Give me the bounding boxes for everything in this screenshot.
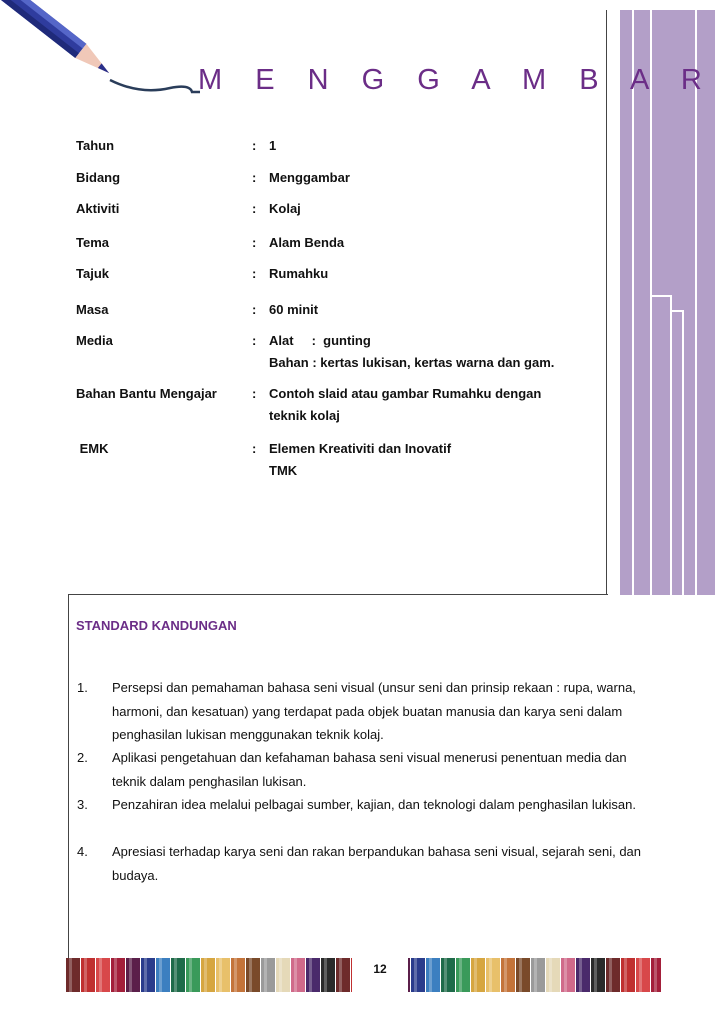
pencil-highlight bbox=[129, 958, 132, 992]
pencil-highlight bbox=[459, 958, 462, 992]
pencil-stripe bbox=[321, 958, 335, 992]
pencil-highlight bbox=[504, 958, 507, 992]
pencil-highlight bbox=[279, 958, 282, 992]
detail-value: 1 bbox=[269, 138, 277, 153]
pencil-stripe bbox=[231, 958, 245, 992]
pencil-highlight bbox=[474, 958, 477, 992]
detail-value: Alat : gunting bbox=[269, 333, 371, 348]
pencil-stripe bbox=[111, 958, 125, 992]
pencil-illustration bbox=[0, 0, 200, 100]
colon: : bbox=[252, 386, 257, 401]
pencil-stripe bbox=[186, 958, 200, 992]
pencil-highlight bbox=[219, 958, 222, 992]
pencil-highlight bbox=[654, 958, 657, 992]
frame-line bbox=[68, 594, 69, 964]
item-text: Aplikasi pengetahuan dan kefahaman bahasa seni visual menerusi penentuan media dan teknik dalam penghasilan lukisan. bbox=[112, 750, 627, 789]
pencil-highlight bbox=[144, 958, 147, 992]
detail-label: Bahan Bantu Mengajar bbox=[76, 386, 217, 401]
detail-value: Alam Benda bbox=[269, 235, 345, 250]
detail-label: Tema bbox=[76, 235, 109, 250]
pencil-stripe bbox=[456, 958, 470, 992]
detail-value: Contoh slaid atau gambar Rumahku dengan bbox=[269, 386, 542, 401]
detail-label: Tahun bbox=[76, 138, 115, 153]
item-number: 3. bbox=[77, 797, 88, 812]
pencil-highlight bbox=[309, 958, 312, 992]
detail-value: Kolaj bbox=[269, 201, 301, 216]
pencil-stripe bbox=[411, 958, 425, 992]
pencil-highlight bbox=[519, 958, 522, 992]
pencil-stripe bbox=[606, 958, 620, 992]
pencil-highlight bbox=[159, 958, 162, 992]
pencil-highlight bbox=[639, 958, 642, 992]
pencil-stripe bbox=[276, 958, 290, 992]
detail-label: Media bbox=[76, 333, 113, 348]
pencil-highlight bbox=[114, 958, 117, 992]
pencil-stripe bbox=[81, 958, 95, 992]
pencil-highlight bbox=[624, 958, 627, 992]
colon: : bbox=[252, 201, 257, 216]
pencil-highlight bbox=[564, 958, 567, 992]
section-heading: STANDARD KANDUNGAN bbox=[76, 618, 237, 633]
detail-value-line2: Bahan : kertas lukisan, kertas warna dan gam. bbox=[269, 355, 555, 370]
detail-value: Menggambar bbox=[269, 170, 350, 185]
pencil-stripe bbox=[336, 958, 350, 992]
pencil-stripe bbox=[306, 958, 320, 992]
pencil-highlight bbox=[234, 958, 237, 992]
pencil-stripe bbox=[561, 958, 575, 992]
detail-label: Tajuk bbox=[76, 266, 109, 281]
pencil-highlight bbox=[594, 958, 597, 992]
pencil-stripe bbox=[261, 958, 275, 992]
pencil-stripe bbox=[126, 958, 140, 992]
pencil-stripe bbox=[516, 958, 530, 992]
page-title: M E N G G A M B A R bbox=[198, 64, 715, 96]
pencil-highlight bbox=[609, 958, 612, 992]
pencil-stripe bbox=[426, 958, 440, 992]
pencil-stripe bbox=[96, 958, 110, 992]
item-text: Persepsi dan pemahaman bahasa seni visual (unsur seni dan prinsip rekaan : rupa, warna, harmoni, dan kesatuan) yang terdapat pada objek buatan manusia dan karya seni dalam penghasilan lukisan menggunakan teknik kolaj. bbox=[112, 680, 636, 742]
pencil-highlight bbox=[189, 958, 192, 992]
pencil-highlight bbox=[324, 958, 327, 992]
pencil-stripe bbox=[216, 958, 230, 992]
pencil-stripe bbox=[156, 958, 170, 992]
detail-value: Rumahku bbox=[269, 266, 329, 281]
item-number: 2. bbox=[77, 750, 88, 765]
frame-line bbox=[606, 10, 607, 594]
pencil-highlight bbox=[249, 958, 252, 992]
item-text: Apresiasi terhadap karya seni dan rakan berpandukan bahasa seni visual, sejarah seni, dan budaya. bbox=[112, 844, 642, 883]
pencil-highlight bbox=[534, 958, 537, 992]
pencil-stripe bbox=[141, 958, 155, 992]
pencil-stripe bbox=[441, 958, 455, 992]
detail-value-line2: teknik kolaj bbox=[269, 408, 340, 423]
item-number: 1. bbox=[77, 680, 88, 695]
pencil-highlight bbox=[339, 958, 342, 992]
pencil-highlight bbox=[579, 958, 582, 992]
pencil-stripe bbox=[501, 958, 515, 992]
pencil-stripe bbox=[636, 958, 650, 992]
detail-label: Aktiviti bbox=[76, 201, 120, 216]
pencil-stripe bbox=[486, 958, 500, 992]
pencil-stripe bbox=[171, 958, 185, 992]
detail-value-line2: TMK bbox=[269, 463, 298, 478]
pencil-highlight bbox=[174, 958, 177, 992]
pencil-stripe bbox=[531, 958, 545, 992]
pencil-highlight bbox=[429, 958, 432, 992]
colon: : bbox=[252, 266, 257, 281]
pencil-highlight bbox=[264, 958, 267, 992]
pencil-highlight bbox=[549, 958, 552, 992]
detail-label: Bidang bbox=[76, 170, 121, 185]
pencil-highlight bbox=[489, 958, 492, 992]
colon: : bbox=[252, 235, 257, 250]
colon: : bbox=[252, 441, 257, 456]
detail-value: 60 minit bbox=[269, 302, 319, 317]
colon: : bbox=[252, 138, 257, 153]
colon: : bbox=[252, 302, 257, 317]
pencil-highlight bbox=[414, 958, 417, 992]
pencil-stripe bbox=[546, 958, 560, 992]
pencil-stripe bbox=[591, 958, 605, 992]
pencil-stripe bbox=[246, 958, 260, 992]
pencil-stripe bbox=[471, 958, 485, 992]
pencil-stripe bbox=[66, 958, 80, 992]
item-number: 4. bbox=[77, 844, 88, 859]
pencil-highlight bbox=[84, 958, 87, 992]
detail-label: EMK bbox=[76, 441, 109, 456]
pencil-highlight bbox=[204, 958, 207, 992]
section-divider bbox=[68, 594, 608, 595]
pencil-highlight bbox=[99, 958, 102, 992]
pencil-highlight bbox=[294, 958, 297, 992]
pencil-highlight bbox=[444, 958, 447, 992]
colon: : bbox=[252, 170, 257, 185]
pencil-stripe bbox=[201, 958, 215, 992]
detail-value: Elemen Kreativiti dan Inovatif bbox=[269, 441, 452, 456]
page-number: 12 bbox=[352, 954, 408, 996]
pencil-stripe bbox=[576, 958, 590, 992]
decorative-strip bbox=[620, 10, 715, 595]
pencil-stripe bbox=[291, 958, 305, 992]
pencil-stripe bbox=[621, 958, 635, 992]
item-text: Penzahiran idea melalui pelbagai sumber, kajian, dan teknologi dalam penghasilan lukisan. bbox=[112, 797, 636, 812]
detail-label: Masa bbox=[76, 302, 109, 317]
pencil-highlight bbox=[69, 958, 72, 992]
colon: : bbox=[252, 333, 257, 348]
